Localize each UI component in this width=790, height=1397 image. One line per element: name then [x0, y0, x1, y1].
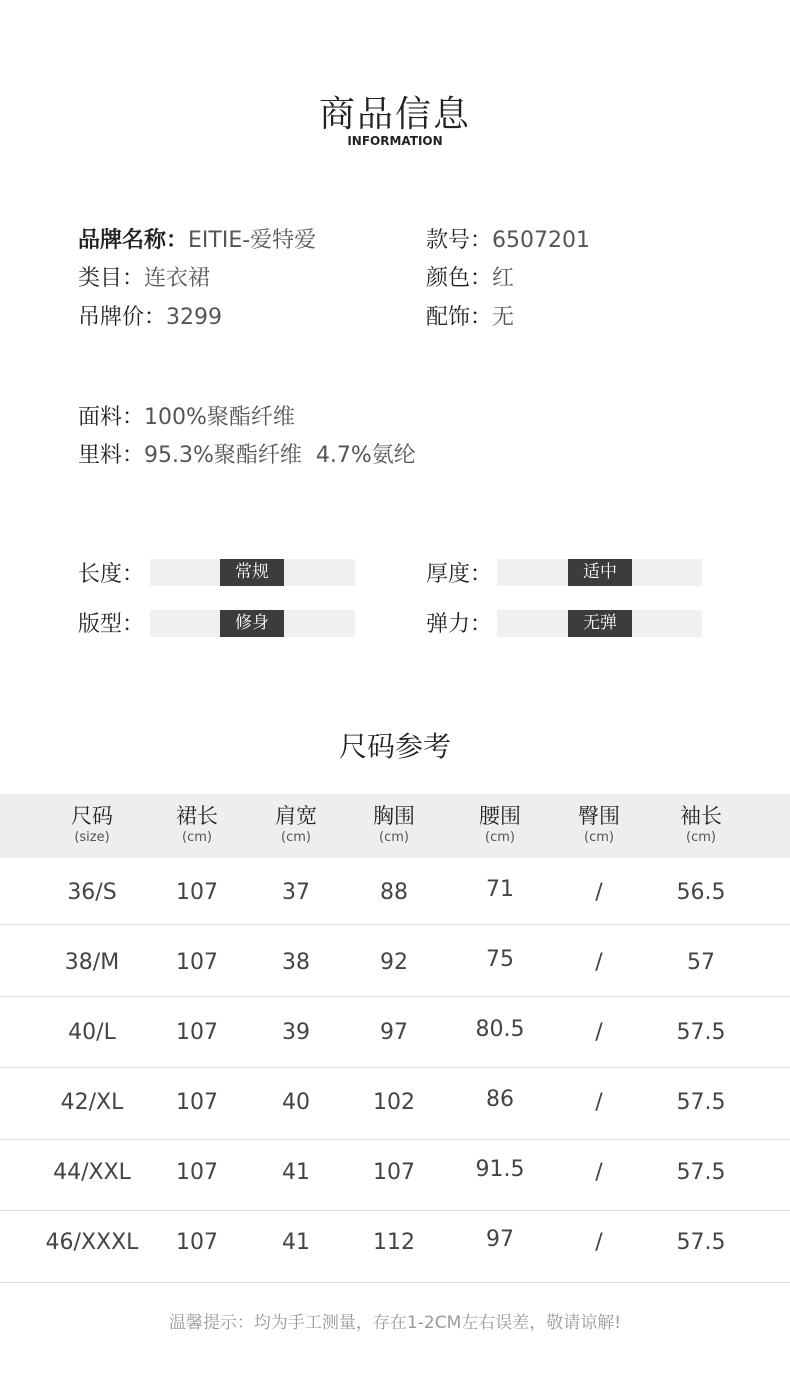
header-size-unit: (size): [74, 830, 110, 845]
cell-bust: 88: [380, 880, 408, 905]
row-divider: [0, 1067, 790, 1068]
category-value: 连衣裙: [144, 266, 211, 291]
row-divider: [0, 1282, 790, 1283]
row-divider: [0, 1210, 790, 1211]
header-waist-unit: (cm): [485, 830, 515, 845]
thickness-label: 厚度：: [426, 562, 493, 587]
cell-bust: 112: [373, 1230, 415, 1255]
cell-size: 42/XL: [60, 1090, 124, 1115]
accessory-value: 无: [492, 305, 515, 330]
length-tag: 常规: [220, 559, 284, 586]
style-no-row: [426, 223, 590, 254]
cell-skirt-length: 107: [176, 950, 218, 975]
fit-label: 版型：: [78, 612, 145, 637]
header-sleeve-unit: (cm): [686, 830, 716, 845]
accessory-label: 配饰：: [426, 305, 493, 330]
cell-waist: 97: [486, 1227, 514, 1252]
category-row: [78, 261, 210, 292]
style-no-value: 6507201: [492, 228, 590, 253]
header-bust-unit: (cm): [379, 830, 409, 845]
length-label: 长度：: [78, 562, 145, 587]
header-hip: [549, 802, 649, 846]
cell-waist: 91.5: [475, 1157, 525, 1182]
header-skirt-length-unit: (cm): [182, 830, 212, 845]
header-waist: [450, 802, 550, 846]
cell-sleeve: 57: [687, 950, 715, 975]
cell-shoulder: 38: [282, 950, 310, 975]
cell-size: 38/M: [64, 950, 120, 975]
header-size-label: 尺码: [71, 804, 113, 828]
header-hip-label: 臀围: [578, 804, 620, 828]
cell-skirt-length: 107: [176, 880, 218, 905]
cell-size: 46/XXXL: [45, 1230, 139, 1255]
header-size: [42, 802, 142, 846]
cell-sleeve: 57.5: [676, 1090, 726, 1115]
lining-fabric-label: 里料：: [78, 443, 145, 468]
cell-hip: /: [595, 1090, 603, 1115]
cell-sleeve: 57.5: [676, 1020, 726, 1045]
header-bust: [344, 802, 444, 846]
cell-hip: /: [595, 880, 603, 905]
cell-size: 44/XXL: [53, 1160, 131, 1185]
cell-waist: 75: [486, 947, 514, 972]
cell-bust: 97: [380, 1020, 408, 1045]
cell-waist: 80.5: [475, 1017, 525, 1042]
cell-bust: 92: [380, 950, 408, 975]
elasticity-tag: 无弹: [568, 610, 632, 637]
header-shoulder-label: 肩宽: [275, 804, 317, 828]
cell-size: 40/L: [68, 1020, 116, 1045]
accessory-row: [426, 300, 514, 331]
page-subtitle: INFORMATION: [347, 134, 443, 148]
cell-shoulder: 41: [282, 1160, 310, 1185]
cell-skirt-length: 107: [176, 1230, 218, 1255]
cell-waist: 71: [486, 877, 514, 902]
header-shoulder-unit: (cm): [281, 830, 311, 845]
cell-hip: /: [595, 1230, 603, 1255]
cell-skirt-length: 107: [176, 1090, 218, 1115]
cell-shoulder: 41: [282, 1230, 310, 1255]
header-sleeve-label: 袖长: [680, 804, 722, 828]
price-row: [78, 300, 222, 331]
header-shoulder: [246, 802, 346, 846]
cell-shoulder: 39: [282, 1020, 310, 1045]
cell-skirt-length: 107: [176, 1160, 218, 1185]
header-skirt-length: [147, 802, 247, 846]
cell-hip: /: [595, 1020, 603, 1045]
header-bust-label: 胸围: [373, 804, 415, 828]
elasticity-label: 弹力：: [426, 612, 493, 637]
price-label: 吊牌价：: [78, 305, 167, 330]
fit-tag: 修身: [220, 610, 284, 637]
cell-shoulder: 37: [282, 880, 310, 905]
cell-sleeve: 56.5: [676, 880, 726, 905]
outer-fabric-value: 100%聚酯纤维: [144, 405, 295, 430]
cell-hip: /: [595, 1160, 603, 1185]
row-divider: [0, 924, 790, 925]
size-chart-title: 尺码参考: [338, 730, 451, 763]
outer-fabric-label: 面料：: [78, 405, 145, 430]
brand-row: [78, 223, 316, 254]
brand-value: EITIE-爱特爱: [188, 228, 317, 253]
cell-bust: 107: [373, 1160, 415, 1185]
thickness-tag: 适中: [568, 559, 632, 586]
style-no-label: 款号：: [426, 228, 493, 253]
outer-fabric-row: [78, 400, 295, 431]
color-row: [426, 261, 514, 292]
lining-fabric-row: [78, 438, 416, 469]
brand-label: 品牌名称：: [78, 228, 189, 253]
cell-sleeve: 57.5: [676, 1160, 726, 1185]
category-label: 类目：: [78, 266, 145, 291]
page-title: 商品信息: [318, 94, 471, 135]
cell-size: 36/S: [67, 880, 117, 905]
row-divider: [0, 996, 790, 997]
cell-hip: /: [595, 950, 603, 975]
header-skirt-length-label: 裙长: [176, 804, 218, 828]
measurement-note: 温馨提示：均为手工测量，存在1-2CM左右误差，敬请谅解!: [168, 1313, 622, 1333]
price-value: 3299: [166, 305, 223, 330]
cell-skirt-length: 107: [176, 1020, 218, 1045]
cell-bust: 102: [373, 1090, 415, 1115]
color-value: 红: [492, 266, 515, 291]
row-divider: [0, 1139, 790, 1140]
header-hip-unit: (cm): [584, 830, 614, 845]
header-waist-label: 腰围: [479, 804, 521, 828]
cell-shoulder: 40: [282, 1090, 310, 1115]
color-label: 颜色：: [426, 266, 493, 291]
cell-sleeve: 57.5: [676, 1230, 726, 1255]
cell-waist: 86: [486, 1087, 514, 1112]
lining-fabric-value: 95.3%聚酯纤维 4.7%氨纶: [144, 443, 416, 468]
header-sleeve: [651, 802, 751, 846]
